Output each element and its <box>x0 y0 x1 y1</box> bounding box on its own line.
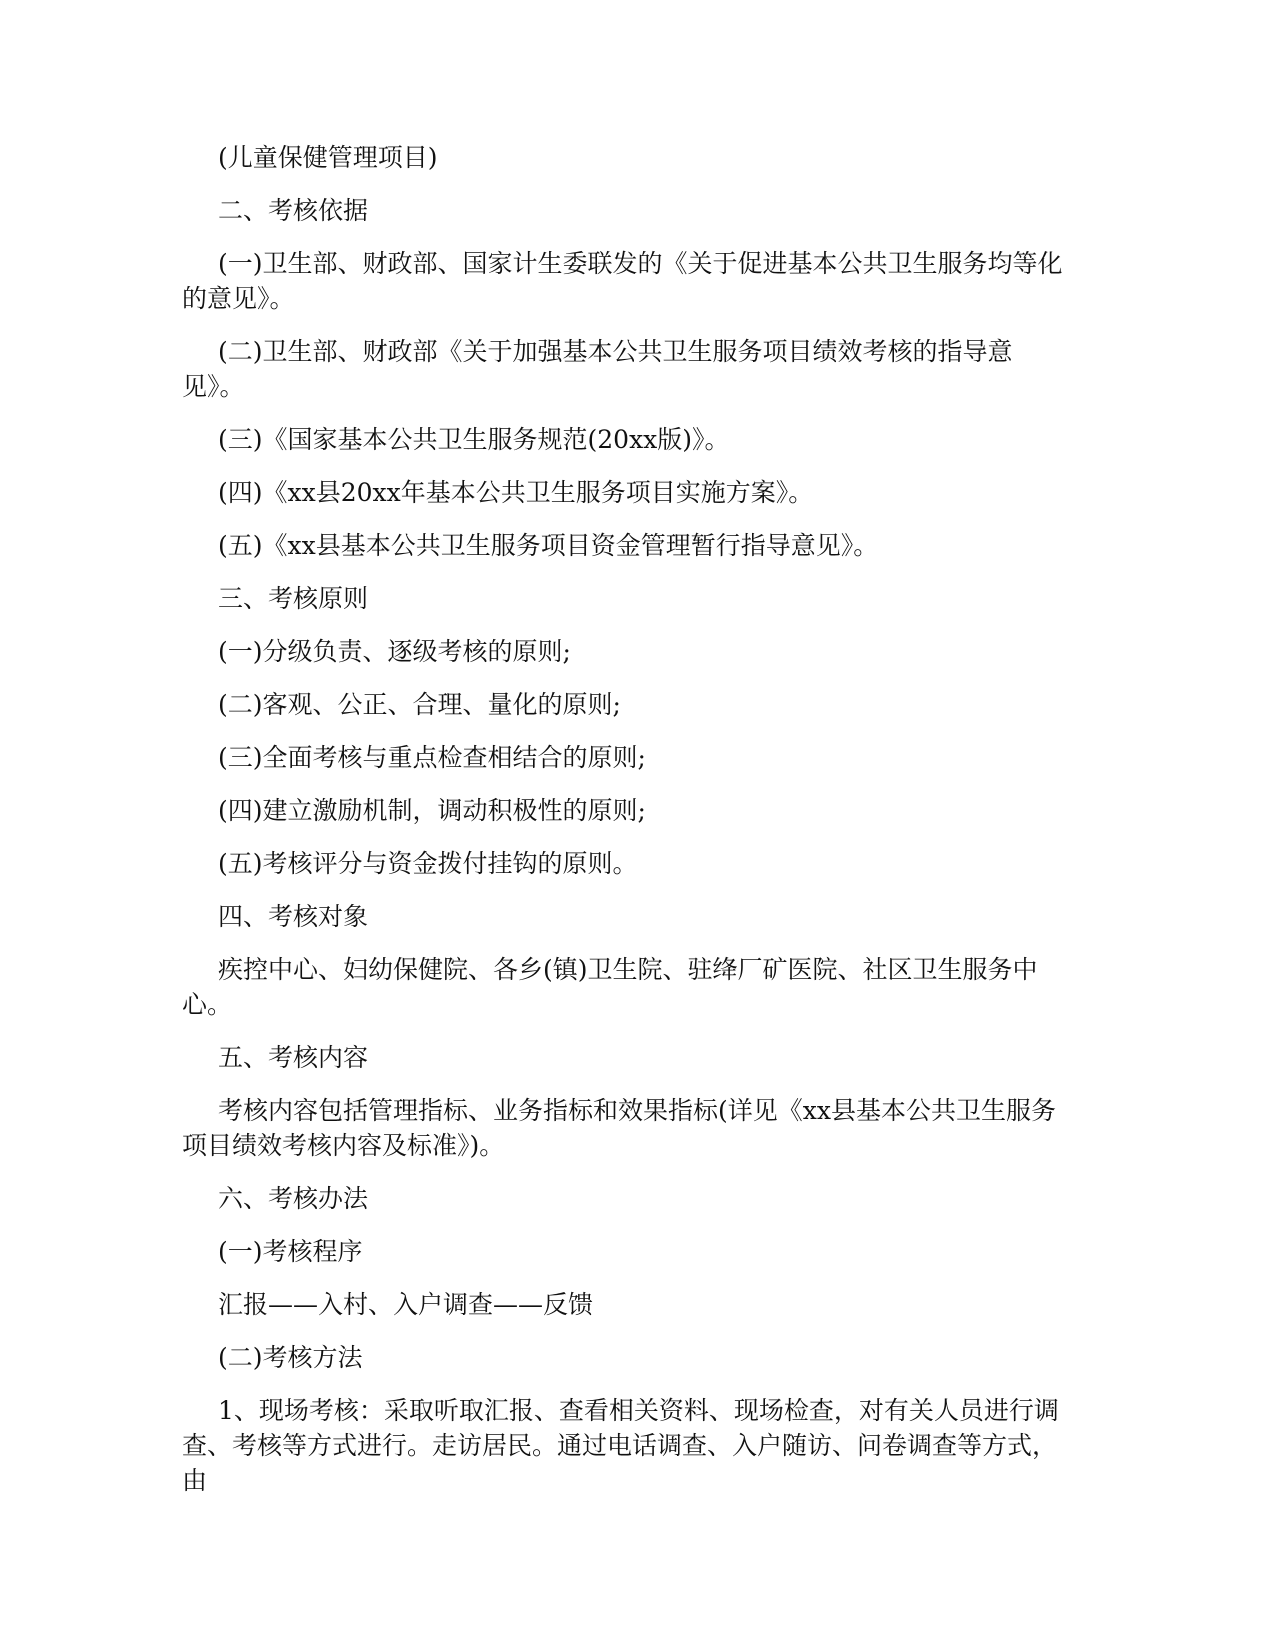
basis-item-2: (二)卫生部、财政部《关于加强基本公共卫生服务项目绩效考核的指导意见》。 <box>182 337 1013 401</box>
principle-item-1: (一)分级负责、逐级考核的原则; <box>218 637 571 666</box>
document-body <box>182 140 1072 1516</box>
basis-item-3: (三)《国家基本公共卫生服务规范(20xx版)》。 <box>218 425 730 454</box>
basis-item-1: (一)卫生部、财政部、国家计生委联发的《关于促进基本公共卫生服务均等化的意见》。 <box>182 249 1063 313</box>
section-heading-principles: 三、考核原则 <box>218 584 369 613</box>
principle-item-5: (五)考核评分与资金拨付挂钩的原则。 <box>218 849 638 878</box>
section-heading-content: 五、考核内容 <box>218 1043 369 1072</box>
principle-item-4: (四)建立激励机制，调动积极性的原则; <box>218 796 646 825</box>
procedure-heading: (一)考核程序 <box>218 1237 363 1266</box>
principle-item-3: (三)全面考核与重点检查相结合的原则; <box>218 743 646 772</box>
content-text: 考核内容包括管理指标、业务指标和效果指标(详见《xx县基本公共卫生服务项目绩效考核内容及标准》)。 <box>182 1096 1056 1160</box>
basis-item-4: (四)《xx县20xx年基本公共卫生服务项目实施方案》。 <box>218 478 814 507</box>
method-item-1: 1、现场考核：采取听取汇报、查看相关资料、现场检查，对有关人员进行调查、考核等方式进行。走访居民。通过电话调查、入户随访、问卷调查等方式，由 <box>182 1396 1059 1495</box>
method-heading: (二)考核方法 <box>218 1343 363 1372</box>
basis-item-5: (五)《xx县基本公共卫生服务项目资金管理暂行指导意见》。 <box>218 531 879 560</box>
project-subtitle: (儿童保健管理项目) <box>218 143 438 172</box>
principle-item-2: (二)客观、公正、合理、量化的原则; <box>218 690 621 719</box>
section-heading-basis: 二、考核依据 <box>218 196 369 225</box>
section-heading-targets: 四、考核对象 <box>218 902 369 931</box>
targets-text: 疾控中心、妇幼保健院、各乡(镇)卫生院、驻绛厂矿医院、社区卫生服务中心。 <box>182 955 1038 1019</box>
procedure-text: 汇报——入村、入户调查——反馈 <box>218 1290 594 1319</box>
section-heading-methods: 六、考核办法 <box>218 1184 369 1213</box>
